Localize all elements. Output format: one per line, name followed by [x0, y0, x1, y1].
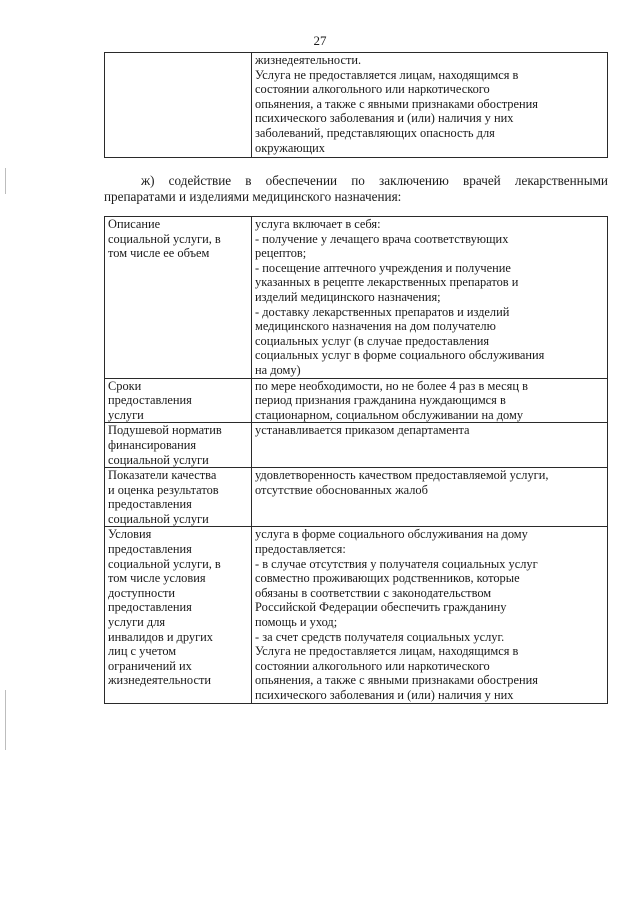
- cell-line: совместно проживающих родственников, которые: [255, 571, 520, 586]
- cell-line: ограничений их: [108, 658, 192, 673]
- cell-line: состоянии алкогольного или наркотического: [255, 658, 490, 673]
- value-cell: [252, 527, 608, 703]
- cell-line: помощь и уход;: [255, 615, 338, 630]
- cell-line: рецептов;: [255, 246, 307, 261]
- table-row: [105, 217, 608, 379]
- scan-margin-mark: [5, 690, 6, 750]
- label-cell: [105, 527, 252, 703]
- cell-line: предоставления: [108, 600, 192, 615]
- label-cell: [105, 423, 252, 468]
- service-table: [104, 216, 608, 704]
- cell-line: доступности: [108, 585, 176, 600]
- cell-line: заболеваний, представляющих опасность для: [255, 125, 495, 140]
- cell-line: том числе условия: [108, 571, 206, 586]
- cell-line: предоставляется:: [255, 542, 346, 557]
- label-cell: [105, 378, 252, 423]
- cell-line: Услуга не предоставляется лицам, находящимся в: [255, 67, 519, 82]
- label-cell: [105, 53, 252, 158]
- cell-line: Описание: [108, 217, 161, 231]
- cell-line: изделий медицинского назначения;: [255, 289, 441, 304]
- cell-line: Услуга не предоставляется лицам, находящимся в: [255, 644, 519, 659]
- cell-line: стационарном, социальном обслуживании на дому: [255, 407, 524, 422]
- table-row: [105, 468, 608, 527]
- previous-service-table: [104, 52, 608, 158]
- cell-line: Российской Федерации обеспечить гражданину: [255, 600, 507, 615]
- cell-line: услуга в форме социального обслуживания на дому: [255, 527, 528, 542]
- cell-line: - в случае отсутствия у получателя социальных услуг: [255, 556, 538, 571]
- cell-line: том числе ее объем: [108, 246, 210, 261]
- cell-line: состоянии алкогольного или наркотического: [255, 82, 490, 97]
- section-intro: [104, 173, 608, 205]
- scan-margin-mark: [5, 168, 6, 194]
- cell-line: на дому): [255, 362, 301, 377]
- cell-line: опьянения, а также с явными признаками обострения: [255, 96, 538, 111]
- cell-line: медицинского назначения на дом получателю: [255, 319, 496, 334]
- value-cell: [252, 217, 608, 379]
- cell-line: отсутствие обоснованных жалоб: [255, 482, 428, 497]
- cell-line: психического заболевания и (или) наличия у них: [255, 111, 514, 126]
- value-cell: [252, 378, 608, 423]
- page-number: 27: [313, 33, 327, 48]
- cell-line: услуга включает в себя:: [255, 217, 381, 231]
- cell-line: Показатели качества: [108, 468, 217, 483]
- label-cell: [105, 468, 252, 527]
- table-row: [105, 378, 608, 423]
- cell-line: - посещение аптечного учреждения и получение: [255, 260, 511, 275]
- cell-line: социальной услуги: [108, 452, 209, 467]
- cell-line: услуги для: [108, 615, 166, 630]
- cell-line: - доставку лекарственных препаратов и изделий: [255, 304, 510, 319]
- cell-line: социальных услуг в форме социального обслуживания: [255, 348, 545, 363]
- cell-line: обязаны в соответствии с законодательством: [255, 585, 492, 600]
- cell-line: социальных услуг (в случае предоставления: [255, 333, 490, 348]
- value-cell: [252, 53, 608, 158]
- table-row: [105, 423, 608, 468]
- cell-line: услуги: [108, 407, 144, 422]
- cell-line: по мере необходимости, но не более 4 раз в месяц в: [255, 378, 528, 393]
- value-cell: [252, 423, 608, 468]
- cell-line: указанных в рецепте лекарственных препаратов и: [255, 275, 519, 290]
- cell-line: лиц с учетом: [108, 644, 177, 659]
- cell-line: опьянения, а также с явными признаками обострения: [255, 673, 538, 688]
- cell-line: предоставления: [108, 393, 192, 408]
- cell-line: - за счет средств получателя социальных услуг.: [255, 629, 505, 644]
- label-cell: [105, 217, 252, 379]
- cell-line: социальной услуги, в: [108, 556, 221, 571]
- cell-line: окружающих: [255, 140, 325, 155]
- cell-line: финансирования: [108, 437, 197, 452]
- intro-line-2: препаратами и изделиями медицинского назначения:: [104, 189, 402, 204]
- cell-line: инвалидов и других: [108, 629, 213, 644]
- cell-line: жизнедеятельности.: [255, 53, 362, 67]
- cell-line: социальной услуги, в: [108, 231, 221, 246]
- cell-line: предоставления: [108, 497, 192, 512]
- cell-line: Подушевой норматив: [108, 423, 222, 438]
- cell-line: и оценка результатов: [108, 482, 219, 497]
- cell-line: период признания гражданина нуждающимся в: [255, 393, 506, 408]
- cell-line: Сроки: [108, 378, 142, 393]
- cell-line: удовлетворенность качеством предоставляемой услуги,: [255, 468, 549, 483]
- value-cell: [252, 468, 608, 527]
- cell-line: устанавливается приказом департамента: [255, 423, 470, 438]
- cell-line: социальной услуги: [108, 511, 209, 526]
- cell-line: Условия: [108, 527, 152, 542]
- cell-line: предоставления: [108, 542, 192, 557]
- cell-line: - получение у лечащего врача соответствующих: [255, 231, 509, 246]
- intro-line-1: ж) содействие в обеспечении по заключению врачей лекарственными: [141, 173, 608, 188]
- cell-line: психического заболевания и (или) наличия у них: [255, 688, 514, 702]
- table-row: [105, 527, 608, 703]
- cell-line: жизнедеятельности: [108, 673, 211, 688]
- table-row: [105, 53, 608, 158]
